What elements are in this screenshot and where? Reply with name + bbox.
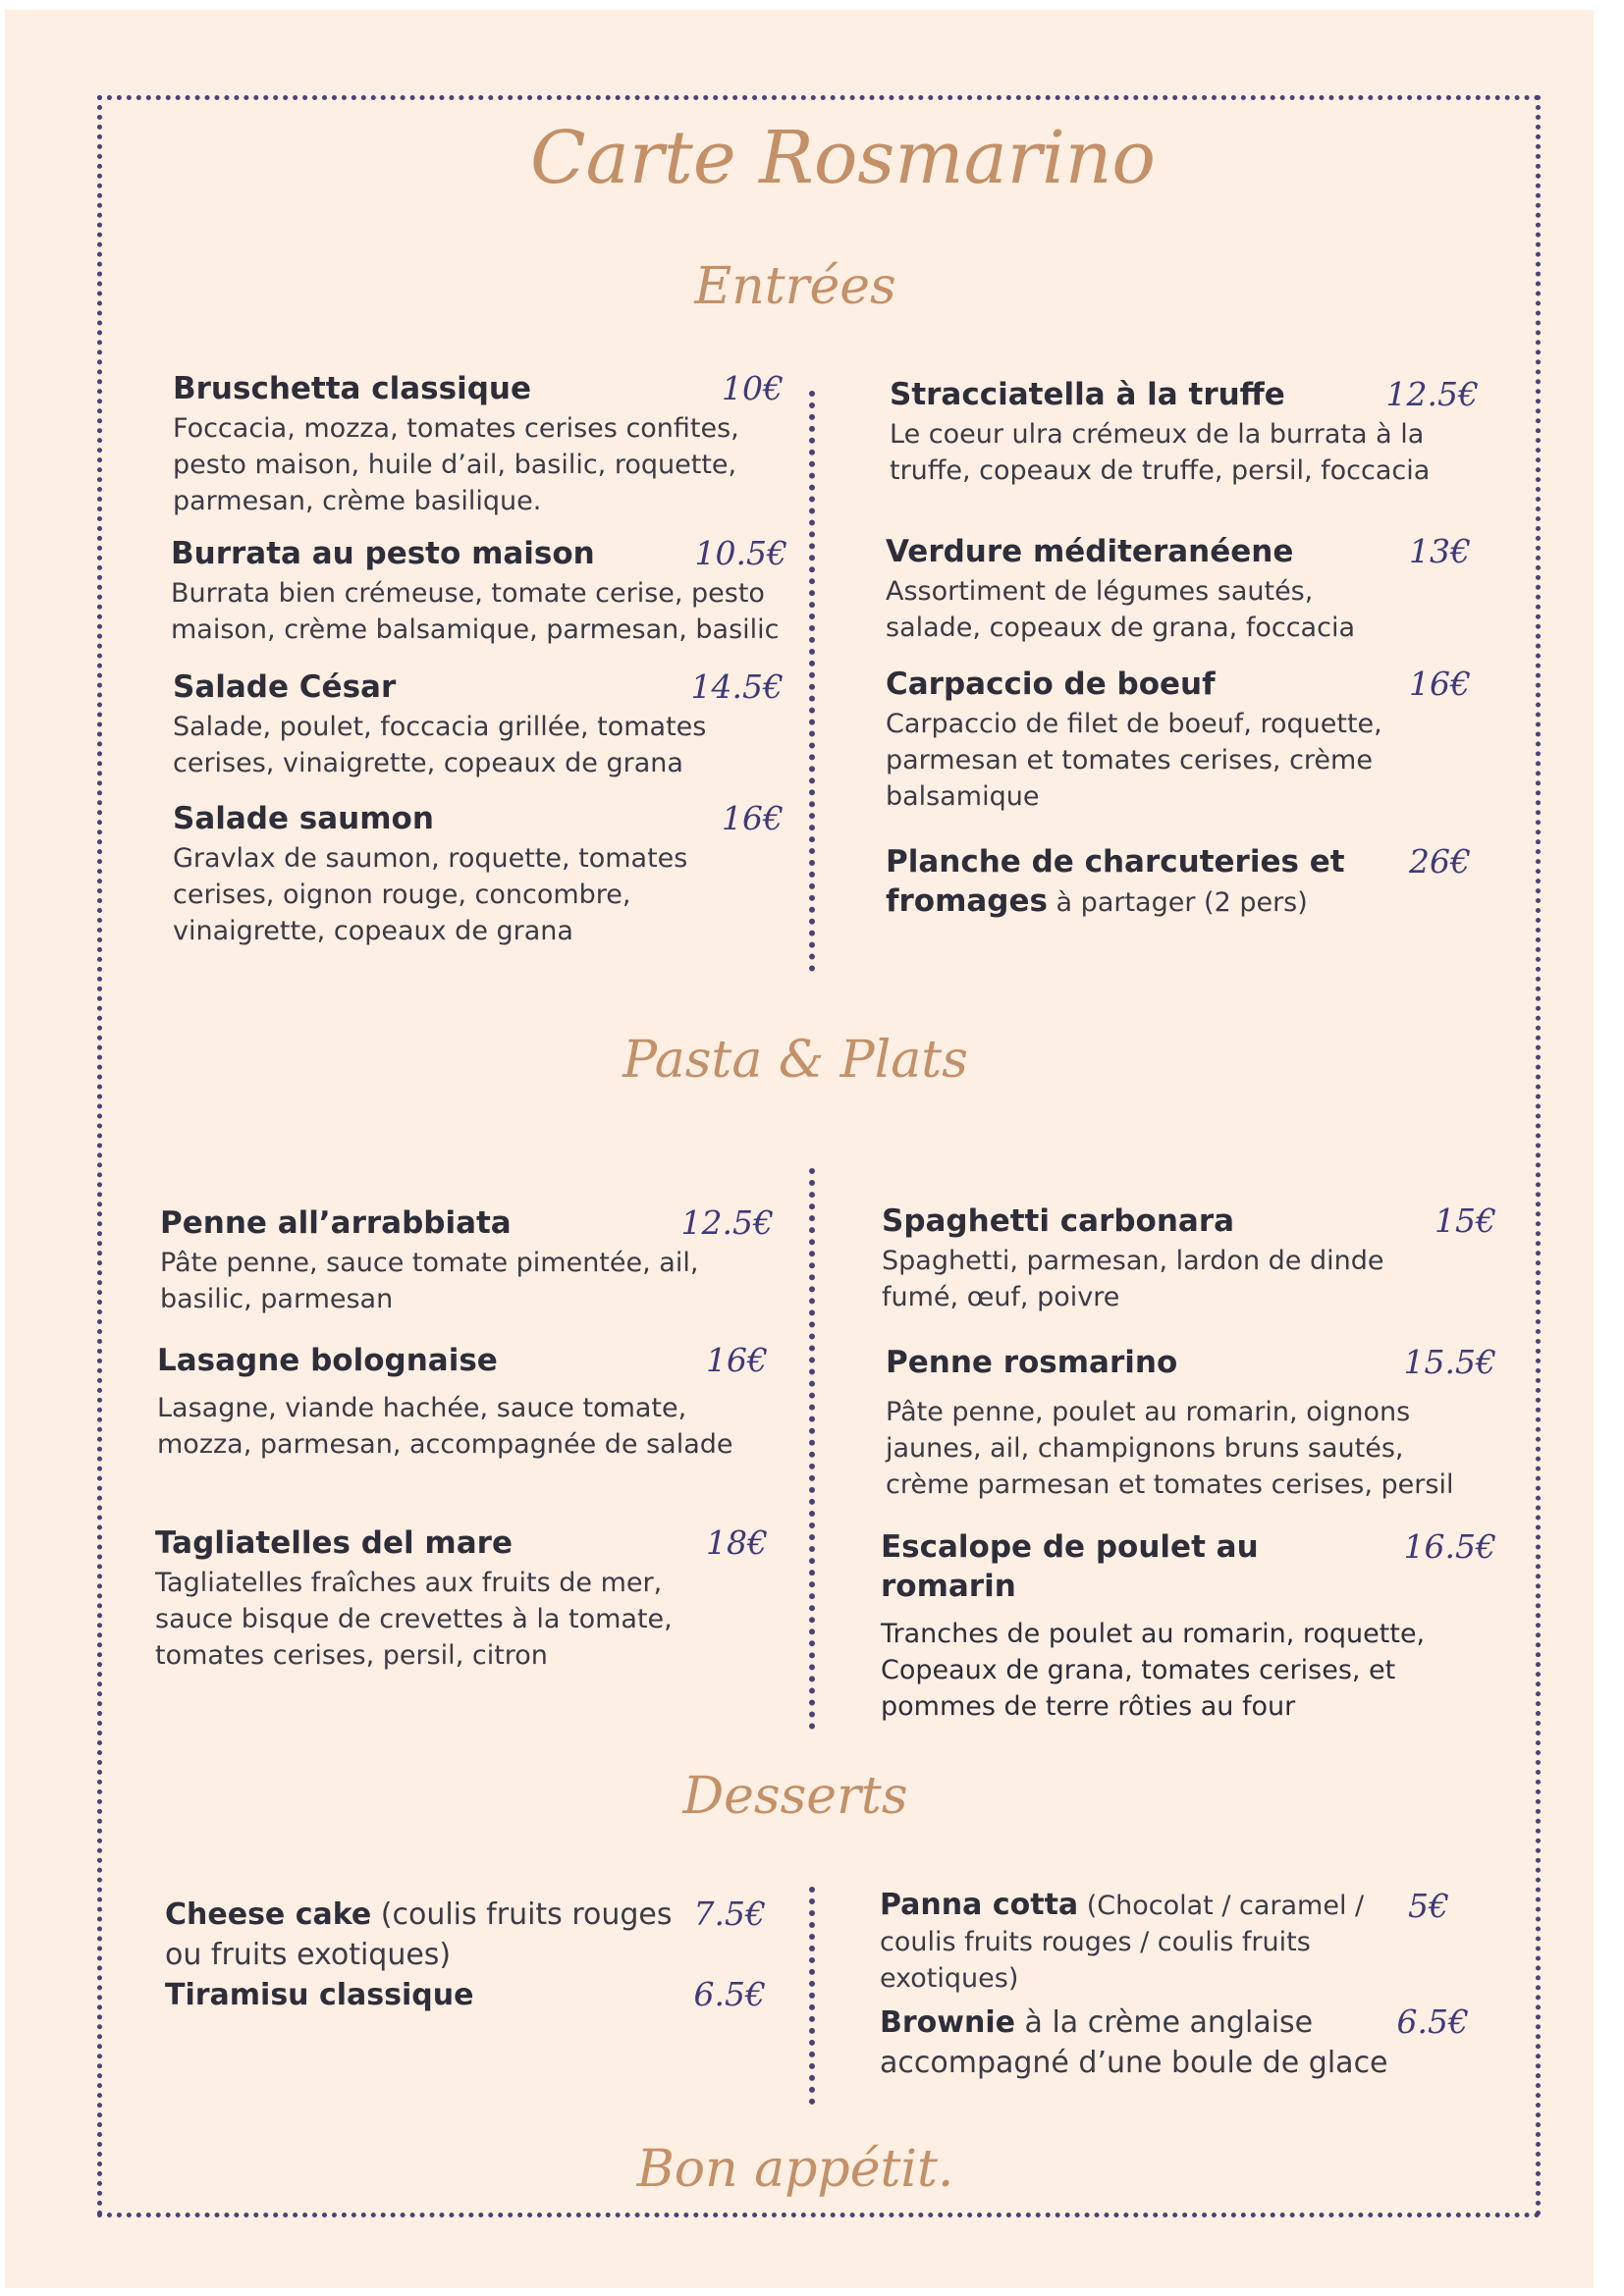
column-divider-entrees [809, 391, 815, 972]
item-price: 6.5€ [693, 1975, 766, 2013]
item-description: Spaghetti, parmesan, lardon de dinde fumé, œuf, poivre [882, 1246, 1384, 1312]
menu-item [882, 1201, 1496, 1315]
menu-item [173, 369, 784, 519]
menu-item [173, 799, 784, 949]
item-name: Tiramisu classique [165, 1978, 474, 2012]
item-note: (coulis fruits rouges ou fruits exotiques) [165, 1897, 673, 1972]
item-name: Stracciatella à la truffe [890, 377, 1285, 412]
item-price: 15€ [1435, 1201, 1496, 1240]
closing-text: Bon appétit. [636, 2140, 954, 2199]
item-price: 5€ [1408, 1887, 1449, 1925]
item-name: Spaghetti carbonara [882, 1203, 1235, 1239]
item-price: 6.5€ [1396, 2002, 1469, 2041]
menu-item [155, 1523, 768, 1674]
item-description: Burrata bien crémeuse, tomate cerise, pesto maison, crème balsamique, parmesan, basilic [171, 578, 780, 645]
item-name: Tagliatelles del mare [155, 1525, 513, 1561]
item-note: (Chocolat / caramel / coulis fruits rouges / coulis fruits exotiques) [880, 1891, 1365, 1994]
item-description: Tagliatelles fraîches aux fruits de mer, sauce bisque de crevettes à la tomate, tomates cerises, persil, citron [155, 1568, 673, 1671]
item-description: Carpaccio de filet de boeuf, roquette, parmesan et tomates cerises, crème balsamique [886, 709, 1382, 812]
item-price: 16€ [722, 799, 784, 837]
item-description: Gravlax de saumon, roquette, tomates cerises, oignon rouge, concombre, vinaigrette, copeaux de grana [173, 843, 688, 946]
item-note: à partager (2 pers) [1047, 887, 1308, 918]
item-name: Panna cotta [880, 1888, 1079, 1922]
menu-item [881, 1527, 1496, 1725]
item-description: Foccacia, mozza, tomates cerises confites, pesto maison, huile d’ail, basilic, roquette, parmesan, crème basilique. [173, 413, 739, 516]
section-heading-desserts: Desserts [682, 1767, 908, 1826]
item-price: 16€ [706, 1341, 768, 1379]
item-name: Lasagne bolognaise [157, 1343, 498, 1378]
dessert-item [880, 2002, 1469, 2083]
item-name: Penne rosmarino [886, 1345, 1178, 1380]
menu-item [173, 667, 784, 781]
item-price: 10.5€ [694, 534, 787, 572]
dessert-item [880, 1887, 1449, 1997]
menu-item [886, 1343, 1496, 1503]
menu-item [157, 1341, 768, 1463]
item-price: 26€ [1409, 842, 1471, 881]
item-name: Salade César [173, 669, 397, 705]
item-price: 16.5€ [1403, 1527, 1496, 1566]
item-name [886, 842, 1345, 923]
menu-title: Carte Rosmarino [530, 116, 1156, 200]
dessert-item [165, 1895, 766, 1975]
item-description: Tranches de poulet au romarin, roquette, Copeaux de grana, tomates cerises, et pommes de terre rôties au four [881, 1619, 1426, 1722]
item-description: Assortiment de légumes sautés, salade, copeaux de grana, foccacia [886, 576, 1355, 643]
item-description: Salade, poulet, foccacia grillée, tomates cerises, vinaigrette, copeaux de grana [173, 712, 707, 778]
menu-item [886, 532, 1471, 646]
menu-item [171, 534, 787, 648]
item-note: à la crème anglaise accompagné d’une boule de glace [880, 2005, 1388, 2080]
item-price: 10€ [722, 369, 784, 407]
item-name: Escalope de poulet au romarin [881, 1529, 1259, 1604]
item-price: 7.5€ [693, 1895, 766, 1933]
item-name-line1: Planche de charcuteries et [886, 844, 1345, 880]
menu-item [886, 842, 1471, 923]
section-heading-entrees: Entrées [694, 257, 896, 316]
item-name: Bruschetta classique [173, 371, 531, 406]
item-description: Pâte penne, sauce tomate pimentée, ail, basilic, parmesan [160, 1248, 699, 1314]
column-divider-desserts [809, 1887, 815, 2105]
item-description: Lasagne, viande hachée, sauce tomate, mozza, parmesan, accompagnée de salade [157, 1393, 733, 1460]
item-price: 12.5€ [680, 1203, 774, 1242]
item-price: 13€ [1409, 532, 1471, 570]
item-price: 14.5€ [690, 667, 784, 706]
item-price: 18€ [706, 1523, 768, 1562]
item-name: Brownie [880, 2005, 1015, 2040]
menu-item [886, 665, 1471, 815]
item-description: Pâte penne, poulet au romarin, oignons jaunes, ail, champignons bruns sautés, crème parmesan et tomates cerises, persil [886, 1397, 1454, 1500]
item-price: 15.5€ [1403, 1343, 1496, 1381]
item-price: 16€ [1409, 665, 1471, 703]
item-name: Penne all’arrabbiata [160, 1205, 512, 1241]
item-name: Carpaccio de boeuf [886, 667, 1216, 702]
column-divider-pasta [809, 1168, 815, 1730]
dessert-item [165, 1975, 766, 2015]
section-heading-pasta: Pasta & Plats [623, 1031, 968, 1090]
item-name: Burrata au pesto maison [171, 536, 595, 571]
item-name: Verdure méditeranéene [886, 534, 1294, 569]
item-price: 12.5€ [1385, 375, 1479, 413]
item-description: Le coeur ulra crémeux de la burrata à la truffe, copeaux de truffe, persil, foccacia [890, 419, 1431, 486]
menu-item [160, 1203, 774, 1317]
item-name: Salade saumon [173, 801, 434, 836]
item-name: Cheese cake [165, 1897, 372, 1932]
item-name-line2: fromages [886, 883, 1048, 919]
menu-item [890, 375, 1479, 489]
